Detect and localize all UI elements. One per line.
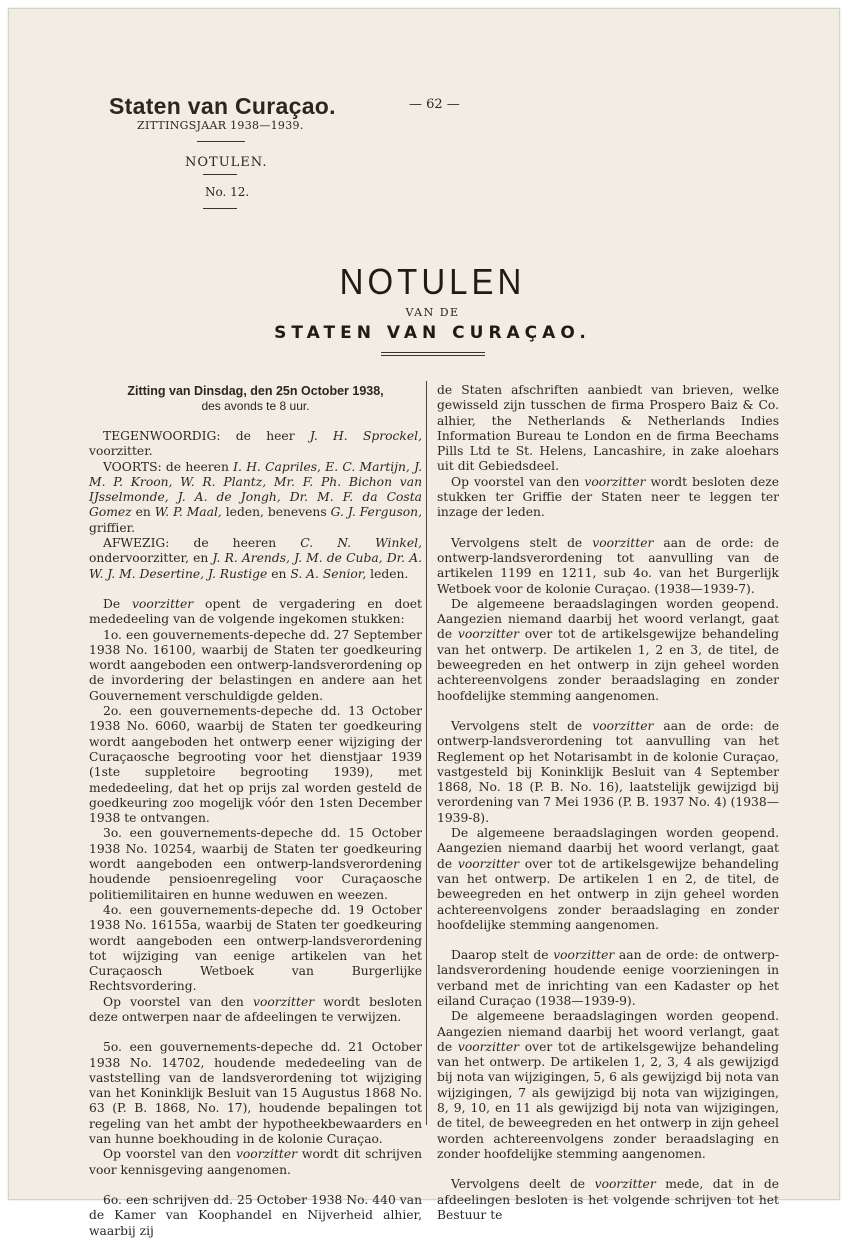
attendance-present: TEGENWOORDIG: de heer J. H. Sprockel, voorzitter. bbox=[89, 429, 422, 459]
column-divider bbox=[426, 381, 427, 1125]
agenda-item-d: Vervolgens deelt de voorzitter mede, dat in de afdeelingen besloten is het volgende schrijven tot het Bestuur te bbox=[437, 1177, 779, 1222]
attendance-absent: AFWEZIG: de heeren C. N. Winkel, ondervoorzitter, en J. R. Arends, J. M. de Cuba, Dr. A. W. J. M. Desertine, J. Rustige en S. A. Senior, leden. bbox=[89, 536, 422, 581]
masthead-body-name: STATEN VAN CURAÇAO. bbox=[274, 323, 591, 343]
session-heading: Zitting van Dinsdag, den 25n October 1938, bbox=[127, 384, 384, 398]
session-year: ZITTINGSJAAR 1938—1939. bbox=[137, 119, 304, 132]
incoming-item-5: 5o. een gouvernements-depeche dd. 21 October 1938 No. 14702, houdende mededeeling van de vaststelling van de landsverordening tot wijziging van het Koninklijk Besluit van 15 Augustus 1868 No. 63 (P. B. 1868, No. 17), houdende bepalingen tot regeling van het ambt der hypotheekbewaarders en van hunne boekhouding in de kolonie Curaçao. bbox=[89, 1040, 422, 1147]
proposal-2: Op voorstel van den voorzitter wordt dit schrijven voor kennisgeving aangenomen. bbox=[89, 1147, 422, 1177]
proposal-1: Op voorstel van den voorzitter wordt besloten deze ontwerpen naar de afdeelingen te verwijzen. bbox=[89, 994, 423, 1024]
agenda-item-b: Vervolgens stelt de voorzitter aan de orde: de ontwerp-landsverordening tot aanvulling van het Reglement op het Notarisambt in de kolonie Curaçao, vastgesteld bij Koninklijk Besluit van 4 September 1868, No. 18 (P. B. No. 16), laatstelijk gewijzigd bij verordening van 7 Mei 1936 (P. B. 1937 No. 4) (1938—1939-8). bbox=[437, 718, 779, 825]
header-divider-3 bbox=[203, 208, 237, 209]
masthead-title: NOTULEN bbox=[339, 261, 526, 302]
header-divider-1 bbox=[197, 141, 245, 142]
session-time: des avonds te 8 uur. bbox=[201, 399, 310, 413]
header-divider-2 bbox=[203, 174, 237, 175]
deliberation-a: De algemeene beraadslagingen worden geopend. Aangezien niemand daarbij het woord verlangt, gaat de voorzitter over tot de artikelsgewijze behandeling van het ontwerp. De artikelen 1, 2 en 3, de titel, de beweegreden en het ontwerp in zijn geheel worden achtereenvolgens zonder beraadslaging en zonder hoofdelijke stemming aangenomen. bbox=[437, 596, 780, 703]
header-title: Staten van Curaçao. bbox=[109, 93, 336, 119]
agenda-item-c: Daarop stelt de voorzitter aan de orde: de ontwerp-landsverordening houdende eenige voorzieningen in verband met de inrichting van een Kadaster op het eiland Curaçao (1938—1939-9). bbox=[437, 948, 779, 1008]
opening-paragraph: De voorzitter opent de vergadering en doet mededeeling van de volgende ingekomen stukken: bbox=[89, 596, 422, 627]
agenda-item-a: Vervolgens stelt de voorzitter aan de orde: de ontwerp-landsverordening tot aanvulling van de artikelen 1199 en 1211, sub 4o. van het Burgerlijk Wetboek voor de kolonie Curaçao. (1938—1939-7). bbox=[437, 535, 779, 596]
incoming-item-3: 3o. een gouvernements-depeche dd. 15 October 1938 No. 10254, waarbij de Staten ter goedkeuring wordt aangeboden een ontwerp-landsverordening houdende pensioenregeling voor Curaçaosche politiemilitairen en hunne weduwen en weezen. bbox=[89, 826, 422, 902]
masthead-van-de: VAN DE bbox=[405, 306, 460, 319]
incoming-item-4: 4o. een gouvernements-depeche dd. 19 October 1938 No. 16155a, waarbij de Staten ter goedkeuring wordt aangeboden een ontwerp-landsverordening tot wijziging van eenige artikelen van het Curaçaosch Wetboek van Burgerlijke Rechtsvordering. bbox=[89, 902, 422, 994]
masthead-rule-bottom bbox=[381, 355, 485, 356]
incoming-item-1: 1o. een gouvernements-depeche dd. 27 September 1938 No. 16100, waarbij de Staten ter goedkeuring wordt aangeboden een ontwerp-landsverordening op de invordering der belastingen en andere aan het Gouvernement verschuldigde gelden. bbox=[89, 627, 422, 703]
attendance-also: VOORTS: de heeren I. H. Capriles, E. C. Martijn, J. M. P. Kroon, W. R. Plantz, Mr. F. Ph. Bichon van IJsselmonde, J. A. de Jongh, Dr. M. F. da Costa Gomez en W. P. Maal, leden, benevens G. J. Ferguson, griffier. bbox=[89, 459, 423, 535]
deliberation-c: De algemeene beraadslagingen worden geopend. Aangezien niemand daarbij het woord verlangt, gaat de voorzitter over tot de artikelsgewijze behandeling van het ontwerp. De artikelen 1, 2, 3, 4 als gewijzigd bij nota van wijzigingen, 5, 6 als gewijzigd bij nota van wijzigingen, 7 als gewijzigd bij nota van wijzigingen, 8, 9, 10, en 11 als gewijzigd bij nota van wijzigingen, de titel, de beweegreden en het ontwerp in zijn geheel worden achtereenvolgens zonder beraadslaging en zonder hoofdelijke stemming aangenomen. bbox=[437, 1009, 780, 1161]
incoming-item-6: 6o. een schrijven dd. 25 October 1938 No. 440 van de Kamer van Koophandel en Nijverheid alhier, waarbij zij bbox=[89, 1192, 422, 1238]
deliberation-b: De algemeene beraadslagingen worden geopend. Aangezien niemand daarbij het woord verlangt, gaat de voorzitter over tot de artikelsgewijze behandeling van het ontwerp. De artikelen 1 en 2, de titel, de beweegreden en het ontwerp in zijn geheel worden achtereenvolgens zonder beraadslaging en zonder hoofdelijke stemming aangenomen. bbox=[437, 826, 780, 932]
notulen-label: NOTULEN. bbox=[185, 155, 268, 170]
masthead-rule-top bbox=[381, 352, 485, 353]
page-number: — 62 — bbox=[409, 97, 460, 112]
item-6-continuation: de Staten afschriften aanbiedt van brieven, welke gewisseld zijn tusschen de firma Prospero Baiz & Co. alhier, the Netherlands & Netherlands Indies Information Bureau te London en de firma Beechams Pills Ltd te St. Helens, Lancashire, in zake aloehars uit dit Gebiedsdeel. bbox=[437, 383, 779, 474]
issue-number: No. 12. bbox=[205, 185, 250, 199]
right-column bbox=[437, 383, 779, 1223]
left-column bbox=[89, 383, 422, 1239]
document-page bbox=[8, 8, 840, 1238]
incoming-item-2: 2o. een gouvernements-depeche dd. 13 October 1938 No. 6060, waarbij de Staten ter goedkeuring wordt aangeboden het ontwerp eener wijziging der Curaçaosche begrooting voor het dienstjaar 1939 (1ste suppletoire begrooting 1939), met mededeeling, dat het op prijs zal worden gesteld de goedkeuring zoo mogelijk vóór den 1sten December 1938 te ontvangen. bbox=[89, 704, 422, 826]
proposal-3: Op voorstel van den voorzitter wordt besloten deze stukken ter Griffie der Staten neer te leggen ter inzage der leden. bbox=[437, 474, 779, 520]
